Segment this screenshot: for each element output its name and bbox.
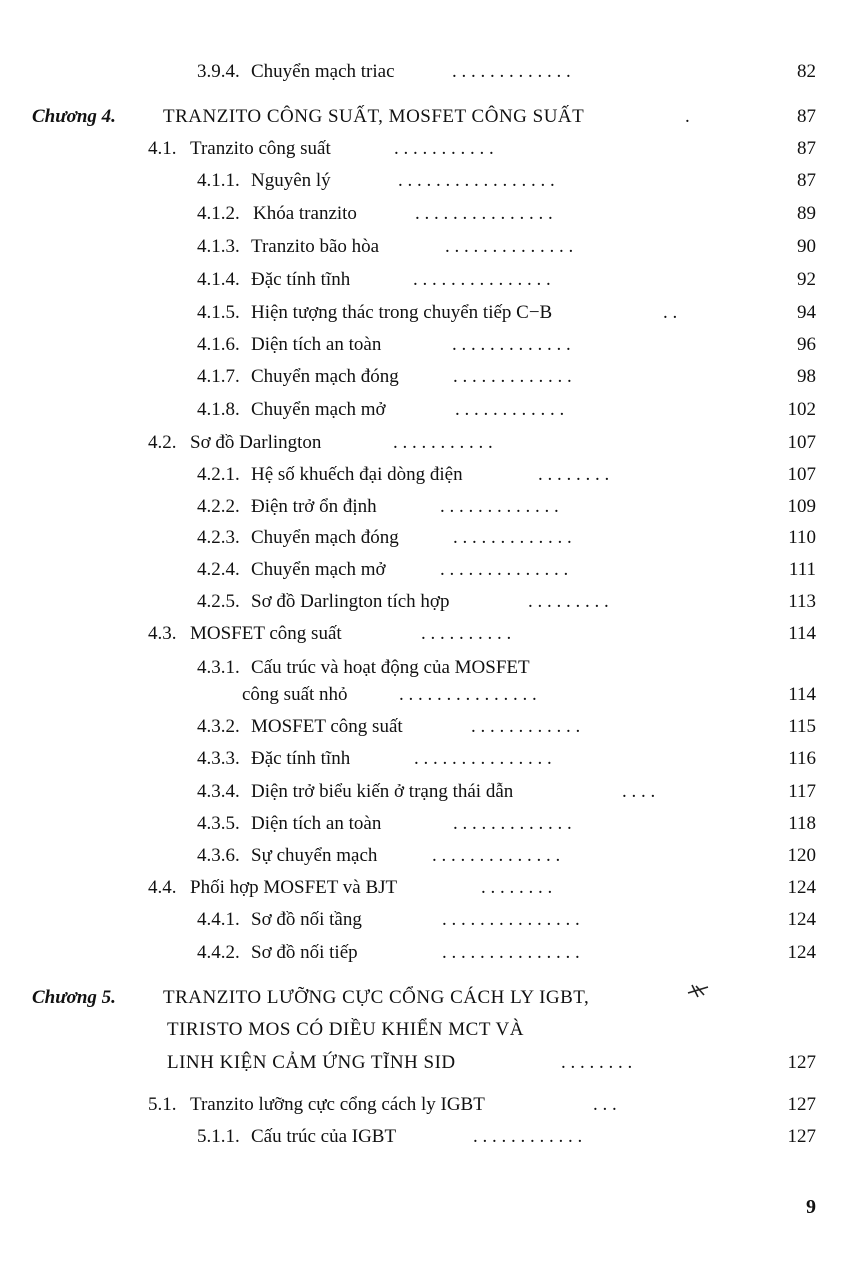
toc-entry bbox=[0, 711, 843, 743]
dot-leader: . . . . . . . . . . . . bbox=[473, 1126, 583, 1147]
toc-entry bbox=[0, 297, 843, 329]
entry-title: Tranzito công suất bbox=[190, 138, 331, 159]
entry-page-number: 127 bbox=[787, 1094, 816, 1115]
entry-number: 4.2.3. bbox=[197, 527, 240, 548]
toc-entry bbox=[0, 982, 843, 1014]
dot-leader: . . . . . . . . bbox=[561, 1052, 633, 1073]
entry-page-number: 82 bbox=[797, 61, 816, 82]
entry-number: 4.3.3. bbox=[197, 748, 240, 769]
dot-leader: . . . . . . . . . . . . . bbox=[453, 366, 572, 387]
entry-number: 4.4. bbox=[148, 877, 177, 898]
entry-title: Chuyển mạch mở bbox=[251, 559, 386, 580]
entry-title: Hệ số khuếch đại dòng điện bbox=[251, 464, 463, 485]
entry-number: 4.3.1. bbox=[197, 657, 240, 678]
entry-title: Sơ đồ nối tiếp bbox=[251, 942, 358, 963]
dot-leader: . . . bbox=[593, 1094, 617, 1115]
toc-entry bbox=[0, 56, 843, 88]
toc-entry bbox=[0, 427, 843, 459]
toc-entry bbox=[0, 1047, 843, 1079]
toc-entry bbox=[0, 872, 843, 904]
toc-entry bbox=[0, 198, 843, 230]
dot-leader: . . . . . . . . . . . . . . . bbox=[399, 684, 537, 705]
dot-leader: . . . . . . . . . . . . . . . bbox=[442, 909, 580, 930]
dot-leader: . . . . . . . . . . . . . bbox=[453, 813, 572, 834]
toc-entry bbox=[0, 361, 843, 393]
entry-page-number: 118 bbox=[788, 813, 816, 834]
entry-title: Diện tích an toàn bbox=[251, 813, 382, 834]
toc-entry bbox=[0, 1014, 843, 1046]
toc-entry bbox=[0, 133, 843, 165]
entry-title: Chuyển mạch đóng bbox=[251, 366, 399, 387]
entry-page-number: 107 bbox=[787, 464, 816, 485]
entry-number: 4.4.1. bbox=[197, 909, 240, 930]
toc-entry bbox=[0, 679, 843, 711]
toc-entry bbox=[0, 165, 843, 197]
entry-title: Cấu trúc của IGBT bbox=[251, 1126, 397, 1147]
dot-leader: . . bbox=[663, 302, 678, 323]
entry-number: 4.2.5. bbox=[197, 591, 240, 612]
entry-page-number: 94 bbox=[797, 302, 816, 323]
toc-entry bbox=[0, 459, 843, 491]
entry-page-number: 116 bbox=[788, 748, 816, 769]
entry-title: Chuyển mạch mở bbox=[251, 399, 386, 420]
entry-page-number: 87 bbox=[797, 170, 816, 191]
toc-entry bbox=[0, 554, 843, 586]
entry-number: 4.1.1. bbox=[197, 170, 240, 191]
toc-entry bbox=[0, 904, 843, 936]
entry-title: Nguyên lý bbox=[251, 170, 331, 191]
entry-title: Chuyển mạch triac bbox=[251, 61, 395, 82]
entry-page-number: 109 bbox=[787, 496, 816, 517]
entry-page-number: 111 bbox=[788, 559, 816, 580]
entry-number: 4.2. bbox=[148, 432, 177, 453]
entry-page-number: 102 bbox=[787, 399, 816, 420]
dot-leader: . . . . . . . . . . . . . . bbox=[445, 236, 574, 257]
dot-leader: . . . . . . . . . . . . . . . bbox=[415, 203, 553, 224]
toc-entry bbox=[0, 101, 843, 133]
toc-entry bbox=[0, 394, 843, 426]
entry-number: 4.3. bbox=[148, 623, 177, 644]
entry-title: Tranzito bão hòa bbox=[251, 236, 380, 257]
entry-number: 4.1.6. bbox=[197, 334, 240, 355]
dot-leader: . . . . . . . . . . bbox=[421, 623, 512, 644]
entry-title: Đặc tính tĩnh bbox=[251, 269, 351, 290]
entry-number: 4.2.4. bbox=[197, 559, 240, 580]
dot-leader: . . . . . . . . . bbox=[528, 591, 609, 612]
entry-title: Tranzito lưỡng cực cổng cách ly IGBT bbox=[190, 1094, 485, 1115]
entry-number: 5.1. bbox=[148, 1094, 177, 1115]
entry-number: 4.1.2. bbox=[197, 203, 240, 224]
toc-entry bbox=[0, 776, 843, 808]
entry-page-number: 114 bbox=[788, 684, 816, 705]
dot-leader: . . . . . . . . . . . . . bbox=[440, 496, 559, 517]
toc-entry bbox=[0, 937, 843, 969]
entry-title: Sơ đồ Darlington bbox=[190, 432, 322, 453]
dot-leader: . . . . . . . . . . . . . . . bbox=[413, 269, 551, 290]
dot-leader: . . . . . . . . . . . . bbox=[455, 399, 565, 420]
entry-page-number: 124 bbox=[787, 909, 816, 930]
dot-leader: . . . . . . . . . . . . bbox=[471, 716, 581, 737]
entry-title: Khóa tranzito bbox=[253, 203, 357, 224]
chapter-label: Chương 5. bbox=[32, 987, 116, 1008]
dot-leader: . . . . . . . . bbox=[538, 464, 610, 485]
entry-number: 4.3.6. bbox=[197, 845, 240, 866]
toc-entry bbox=[0, 264, 843, 296]
dot-leader: . . . . . . . . . . . bbox=[394, 138, 494, 159]
dot-leader: . . . . . . . . . . . . . bbox=[452, 61, 571, 82]
entry-title: Chuyển mạch đóng bbox=[251, 527, 399, 548]
toc-entry bbox=[0, 1121, 843, 1153]
entry-title: Sơ đồ nối tầng bbox=[251, 909, 362, 930]
entry-title: TIRISTO MOS CÓ DIỀU KHIỂN MCT VÀ bbox=[167, 1019, 524, 1040]
toc-entry bbox=[0, 231, 843, 263]
entry-number: 4.1.4. bbox=[197, 269, 240, 290]
toc-entry bbox=[0, 491, 843, 523]
entry-title: Phối hợp MOSFET và BJT bbox=[190, 877, 398, 898]
entry-page-number: 124 bbox=[787, 942, 816, 963]
entry-page-number: 120 bbox=[787, 845, 816, 866]
toc-entry bbox=[0, 586, 843, 618]
dot-leader: . . . . . . . . . . . . . . . . . bbox=[398, 170, 555, 191]
entry-number: 4.1.8. bbox=[197, 399, 240, 420]
dot-leader: . . . . . . . . . . . . . . . bbox=[442, 942, 580, 963]
entry-page-number: 87 bbox=[797, 138, 816, 159]
toc-entry bbox=[0, 522, 843, 554]
entry-page-number: 98 bbox=[797, 366, 816, 387]
dot-leader: . . . . . . . . . . . . . bbox=[453, 527, 572, 548]
dot-leader: . bbox=[685, 106, 690, 127]
entry-title: MOSFET công suất bbox=[190, 623, 342, 644]
entry-title: TRANZITO CÔNG SUẤT, MOSFET CÔNG SUẤT bbox=[163, 106, 585, 127]
dot-leader: . . . . . . . . . . . . . . . bbox=[414, 748, 552, 769]
entry-page-number: 127 bbox=[787, 1052, 816, 1073]
entry-number: 3.9.4. bbox=[197, 61, 240, 82]
entry-page-number: 96 bbox=[797, 334, 816, 355]
handwritten-mark-icon bbox=[686, 983, 712, 999]
entry-number: 4.1. bbox=[148, 138, 177, 159]
entry-page-number: 87 bbox=[797, 106, 816, 127]
chapter-label: Chương 4. bbox=[32, 106, 116, 127]
dot-leader: . . . . . . . . . . . . . . bbox=[432, 845, 561, 866]
entry-number: 4.1.3. bbox=[197, 236, 240, 257]
dot-leader: . . . . . . . . . . . . . . bbox=[440, 559, 569, 580]
entry-page-number: 113 bbox=[788, 591, 816, 612]
entry-number: 4.2.2. bbox=[197, 496, 240, 517]
entry-title: LINH KIỆN CẢM ỨNG TĨNH SID bbox=[167, 1052, 456, 1073]
toc-entry bbox=[0, 743, 843, 775]
entry-number: 4.3.5. bbox=[197, 813, 240, 834]
entry-page-number: 110 bbox=[788, 527, 816, 548]
entry-page-number: 89 bbox=[797, 203, 816, 224]
toc-entry bbox=[0, 618, 843, 650]
entry-number: 4.3.2. bbox=[197, 716, 240, 737]
entry-title: Điện trở ổn định bbox=[251, 496, 377, 517]
entry-title: Sơ đồ Darlington tích hợp bbox=[251, 591, 450, 612]
dot-leader: . . . . . . . . bbox=[481, 877, 553, 898]
entry-number: 4.2.1. bbox=[197, 464, 240, 485]
dot-leader: . . . . bbox=[622, 781, 656, 802]
entry-title: Diện trở biểu kiến ở trạng thái dẫn bbox=[251, 781, 514, 802]
entry-title: TRANZITO LƯỠNG CỰC CỔNG CÁCH LY IGBT, bbox=[163, 987, 590, 1008]
entry-number: 4.4.2. bbox=[197, 942, 240, 963]
entry-title: Đặc tính tĩnh bbox=[251, 748, 351, 769]
toc-entry bbox=[0, 329, 843, 361]
entry-number: 4.1.5. bbox=[197, 302, 240, 323]
entry-page-number: 117 bbox=[788, 781, 816, 802]
entry-title: MOSFET công suất bbox=[251, 716, 403, 737]
toc-entry bbox=[0, 840, 843, 872]
toc-entry bbox=[0, 1089, 843, 1121]
entry-number: 5.1.1. bbox=[197, 1126, 240, 1147]
entry-title: Hiện tượng thác trong chuyển tiếp C−B bbox=[251, 302, 553, 323]
entry-page-number: 107 bbox=[787, 432, 816, 453]
page-number: 9 bbox=[806, 1196, 816, 1218]
entry-title: Cấu trúc và hoạt động của MOSFET bbox=[251, 657, 530, 678]
entry-page-number: 115 bbox=[788, 716, 816, 737]
entry-page-number: 90 bbox=[797, 236, 816, 257]
entry-page-number: 124 bbox=[787, 877, 816, 898]
entry-page-number: 92 bbox=[797, 269, 816, 290]
entry-title: Diện tích an toàn bbox=[251, 334, 382, 355]
entry-title: công suất nhỏ bbox=[242, 684, 348, 705]
entry-title: Sự chuyển mạch bbox=[251, 845, 378, 866]
entry-page-number: 127 bbox=[787, 1126, 816, 1147]
dot-leader: . . . . . . . . . . . . . bbox=[452, 334, 571, 355]
entry-number: 4.3.4. bbox=[197, 781, 240, 802]
entry-number: 4.1.7. bbox=[197, 366, 240, 387]
entry-page-number: 114 bbox=[788, 623, 816, 644]
dot-leader: . . . . . . . . . . . bbox=[393, 432, 493, 453]
toc-entry bbox=[0, 808, 843, 840]
